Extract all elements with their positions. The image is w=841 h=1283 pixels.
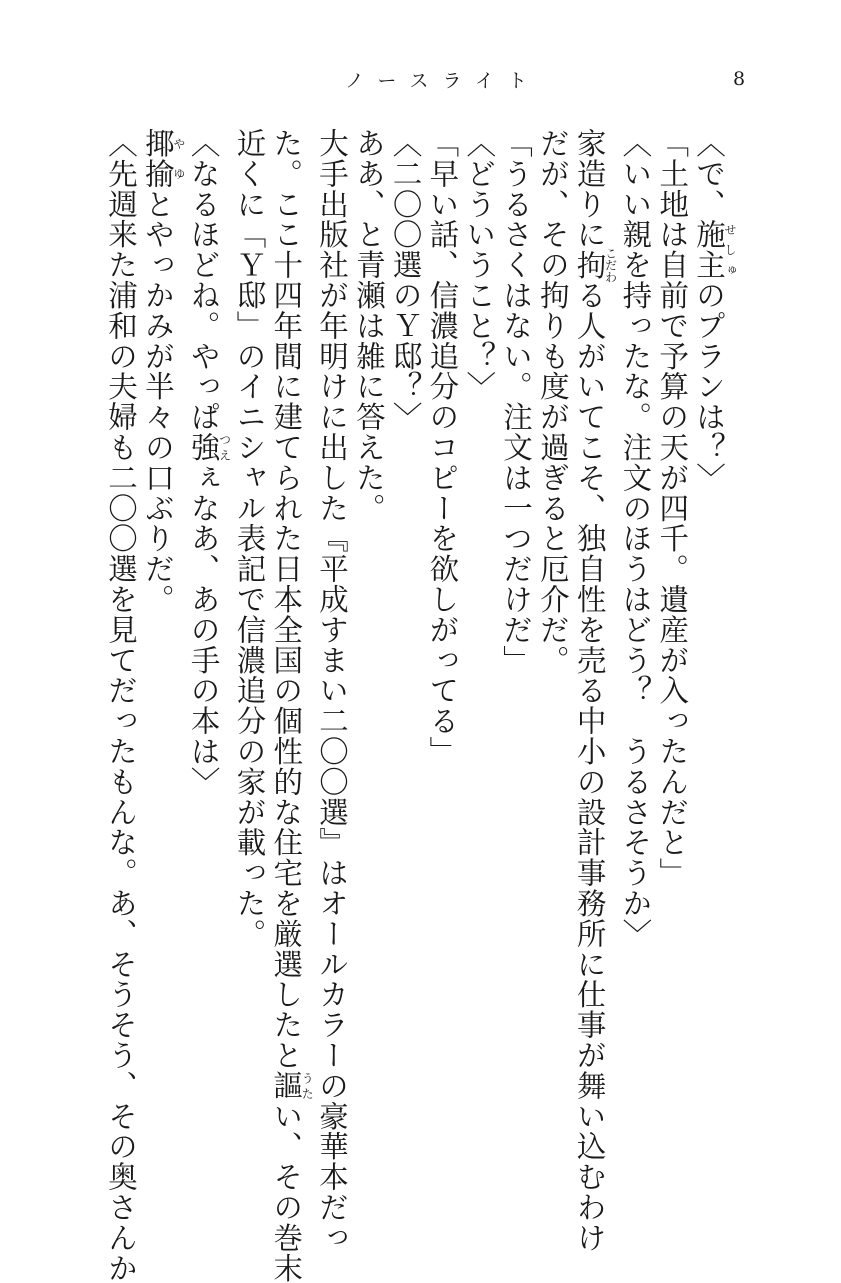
text-line <box>267 128 315 1283</box>
text-line <box>653 128 690 1118</box>
text-segment: い、その巻末 <box>269 1100 304 1283</box>
text-line <box>313 128 350 1253</box>
text-line <box>460 128 497 1118</box>
ruby-base: 揶揄 <box>140 128 175 189</box>
text-segment: 〈どういうこと？〉 <box>462 128 497 402</box>
text-segment: 〈いい親を持ったな。注文のほうはどう？ うるさそうか〉 <box>618 128 653 949</box>
ruby-word <box>269 1070 315 1101</box>
text-segment: ああ、と青瀬は雑に答えた。 <box>351 128 386 524</box>
ruby-word <box>186 432 232 463</box>
text-segment: 近くに「Ｙ邸」のイニシャル表記で信濃追分の家が載った。 <box>232 128 267 949</box>
body-text <box>102 128 737 1283</box>
text-segment: 「早い話、信濃追分のコピーを欲しがってる」 <box>425 128 460 767</box>
ruby-word <box>140 128 186 189</box>
text-segment: 〈先週来た浦和の夫婦も二〇〇選を見てだったもんな。あ、そうそう、その奥さんか <box>104 128 139 1283</box>
text-segment: だが、その拘りも度が過ぎると厄介だ。 <box>535 128 570 676</box>
text-segment: る人がいてこそ、独自性を売る中小の設計事務所に仕事が舞い込むわけ <box>572 280 607 1253</box>
running-title: ノースライト <box>345 70 541 92</box>
ruby-word <box>692 219 737 281</box>
text-segment: 「うるさくはない。注文は一つだけだ」 <box>499 128 534 676</box>
text-segment: 〈なるほどね。やっぱ <box>186 128 221 432</box>
ruby-reading: せしゅ <box>723 219 737 280</box>
text-line <box>424 128 461 1118</box>
ruby-reading: やゆ <box>171 128 186 189</box>
text-line <box>534 128 571 1118</box>
text-line <box>690 128 736 1118</box>
text-line <box>617 128 654 1118</box>
text-line <box>497 128 534 1118</box>
text-line <box>571 128 618 1253</box>
text-segment: とやっかみが半々の口ぶりだ。 <box>140 188 175 615</box>
text-line <box>387 128 424 1118</box>
text-segment: 「土地は自前で予算の天が四千。遺産が入ったんだと」 <box>655 128 690 888</box>
text-segment: 大手出版社が年明けに出した『平成すまい二〇〇選』はオールカラーの豪華本だっ <box>315 128 350 1253</box>
ruby-word <box>572 246 618 283</box>
text-line <box>102 128 139 1283</box>
ruby-base: 謳 <box>269 1070 304 1101</box>
ruby-base: 拘 <box>572 246 607 283</box>
page-number: 8 <box>733 68 746 90</box>
ruby-reading: こだわ <box>603 246 618 283</box>
ruby-reading: つえ <box>217 432 232 463</box>
text-line <box>350 128 387 1118</box>
text-segment: た。ここ十四年間に建てられた日本全国の個性的な住宅を厳選したと <box>269 128 304 1071</box>
text-line <box>185 128 231 1118</box>
text-segment: 家造りに <box>572 128 607 250</box>
text-segment: 〈で、 <box>692 128 726 220</box>
text-line <box>231 128 268 1118</box>
ruby-base: 施主 <box>692 219 726 281</box>
text-line <box>139 128 185 1118</box>
text-segment: のプランは？〉 <box>692 280 726 493</box>
ruby-reading: うた <box>300 1070 315 1101</box>
text-segment: 〈二〇〇選のＹ邸？〉 <box>388 128 423 432</box>
ruby-base: 強 <box>186 432 221 463</box>
text-segment: ぇなあ、あの手の本は〉 <box>186 462 221 797</box>
